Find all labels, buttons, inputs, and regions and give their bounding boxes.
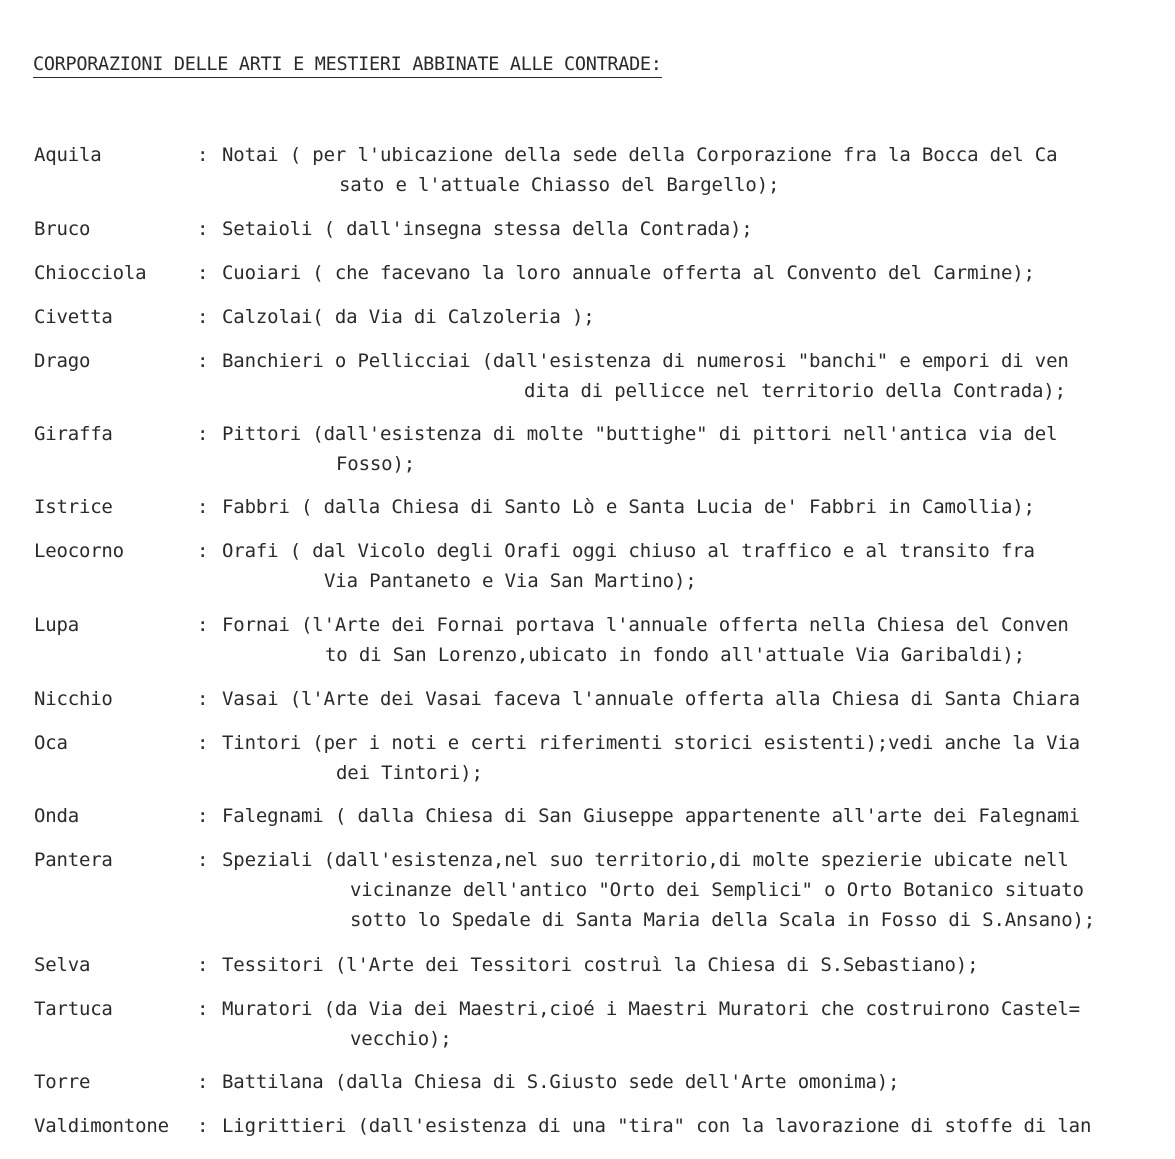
contrada-name: Drago [34,350,91,372]
entry-text-line: Muratori (da Via dei Maestri,cioé i Maestri Muratori che costruirono Castel= [222,998,1080,1020]
entry-separator: : [197,954,209,976]
entry-text-line: Fornai (l'Arte dei Fornai portava l'annuale offerta nella Chiesa del Conven [222,614,1069,636]
entry-text-line: Tintori (per i noti e certi riferimenti storici esistenti);vedi anche la Via [222,732,1080,754]
contrada-name: Chiocciola [34,262,147,284]
contrada-name: Leocorno [34,540,124,562]
entry-text-line: Pittori (dall'esistenza di molte "buttighe" di pittori nell'antica via del [222,423,1058,445]
entry-separator: : [197,1071,209,1093]
entry-separator: : [197,1115,209,1137]
entry-text-continuation: dita di pellicce nel territorio della Contrada); [524,380,1066,402]
entry-text-line: Vasai (l'Arte dei Vasai faceva l'annuale offerta alla Chiesa di Santa Chiara [222,688,1080,710]
contrada-name: Istrice [34,496,113,518]
entry-separator: : [197,688,209,710]
entry-text-continuation: dei Tintori); [336,762,483,784]
entry-separator: : [197,350,209,372]
entry-text-line: Notai ( per l'ubicazione della sede della Corporazione fra la Bocca del Ca [222,144,1058,166]
entry-text-line: Banchieri o Pellicciai (dall'esistenza di numerosi "banchi" e empori di ven [222,350,1069,372]
entry-text-line: Battilana (dalla Chiesa di S.Giusto sede dell'Arte omonima); [222,1071,900,1093]
entry-text-continuation: vicinanze dell'antico "Orto dei Semplici" o Orto Botanico situato [350,879,1084,901]
contrada-name: Oca [34,732,68,754]
contrada-name: Nicchio [34,688,113,710]
contrada-name: Onda [34,805,79,827]
entry-separator: : [197,614,209,636]
entry-separator: : [197,423,209,445]
contrada-name: Bruco [34,218,91,240]
entry-separator: : [197,218,209,240]
entry-text-continuation: sato e l'attuale Chiasso del Bargello); [339,174,780,196]
entry-text-continuation: Fosso); [336,453,416,475]
entry-text-line: Speziali (dall'esistenza,nel suo territorio,di molte spezierie ubicate nell [222,849,1069,871]
contrada-name: Lupa [34,614,79,636]
entry-text-line: Fabbri ( dalla Chiesa di Santo Lò e Santa Lucia de' Fabbri in Camollia); [222,496,1035,518]
entry-separator: : [197,540,209,562]
entry-separator: : [197,732,209,754]
contrada-name: Tartuca [34,998,113,1020]
entry-text-line: Setaioli ( dall'insegna stessa della Contrada); [222,218,753,240]
entry-separator: : [197,144,209,166]
entry-separator: : [197,306,209,328]
entry-text-line: Tessitori (l'Arte dei Tessitori costruì la Chiesa di S.Sebastiano); [222,954,979,976]
entry-separator: : [197,262,209,284]
entry-text-line: Cuoiari ( che facevano la loro annuale offerta al Convento del Carmine); [222,262,1035,284]
entry-separator: : [197,849,209,871]
contrada-name: Pantera [34,849,113,871]
entry-text-continuation: Via Pantaneto e Via San Martino); [324,570,697,592]
contrada-name: Civetta [34,306,113,328]
contrada-name: Torre [34,1071,91,1093]
entry-separator: : [197,805,209,827]
entry-text-line: Ligrittieri (dall'esistenza di una "tira" con la lavorazione di stoffe di lan [222,1115,1092,1137]
entry-separator: : [197,998,209,1020]
entry-text-line: Orafi ( dal Vicolo degli Orafi oggi chiuso al traffico e al transito fra [222,540,1035,562]
entry-text-continuation: to di San Lorenzo,ubicato in fondo all'attuale Via Garibaldi); [325,644,1025,666]
contrada-name: Aquila [34,144,102,166]
contrada-name: Selva [34,954,91,976]
contrada-name: Giraffa [34,423,113,445]
document-title: CORPORAZIONI DELLE ARTI E MESTIERI ABBINATE ALLE CONTRADE: [33,54,662,78]
contrada-name: Valdimontone [34,1115,169,1137]
entry-text-line: Calzolai( da Via di Calzoleria ); [222,306,595,328]
entry-separator: : [197,496,209,518]
entry-text-continuation: sotto lo Spedale di Santa Maria della Scala in Fosso di S.Ansano); [350,909,1096,931]
entry-text-continuation: vecchio); [350,1028,452,1050]
entry-text-line: Falegnami ( dalla Chiesa di San Giuseppe appartenente all'arte dei Falegnami [222,805,1080,827]
